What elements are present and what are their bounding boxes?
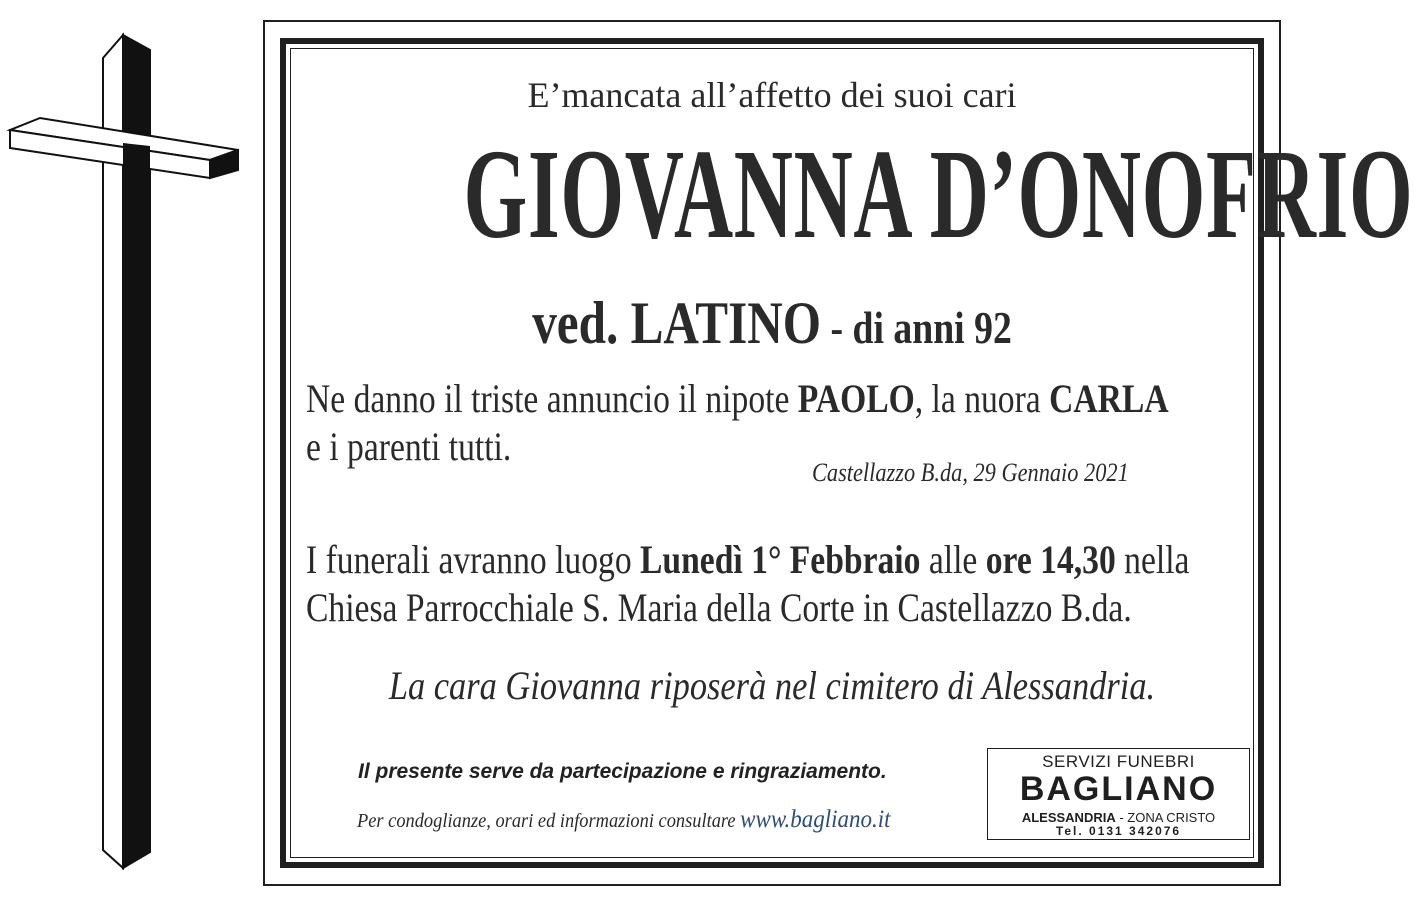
service-city: ALESSANDRIA: [1021, 810, 1116, 825]
funeral-text-c: nella: [1115, 537, 1190, 582]
service-zone: - ZONA CRISTO: [1115, 810, 1216, 825]
funeral-time: ore 14,30: [985, 537, 1116, 582]
service-phone: Tel. 0131 342076: [1055, 824, 1182, 838]
service-location: [988, 810, 1249, 825]
notice-name-1: PAOLO: [797, 376, 915, 421]
service-brand: BAGLIANO: [1019, 770, 1218, 808]
notice-name-2: CARLA: [1049, 376, 1169, 421]
deceased-name: GIOVANNA D’ONOFRIO: [463, 123, 1413, 265]
condolences-text: Per condoglianze, orari ed informazioni consultare: [357, 810, 741, 832]
notice-text-a: Ne danno il triste annuncio il nipote: [306, 376, 798, 421]
funeral-line-1: [306, 536, 1189, 584]
website-link[interactable]: www.bagliano.it: [740, 806, 891, 833]
notice-line-1: [306, 375, 1169, 423]
cross-icon: [0, 0, 260, 907]
funeral-text-b: alle: [920, 537, 986, 582]
notice-text-b: , la nuora: [914, 376, 1050, 421]
funeral-day: Lunedì 1° Febbraio: [640, 537, 921, 582]
place-date: Castellazzo B.da, 29 Gennaio 2021: [812, 458, 1129, 487]
participation-note: Il presente serve da partecipazione e ringraziamento.: [358, 760, 887, 783]
subtitle-separator: -: [821, 302, 853, 353]
service-label: SERVIZI FUNEBRI: [1042, 752, 1195, 771]
funeral-service-badge: [987, 748, 1250, 840]
funeral-text-a: I funerali avranno luogo: [306, 537, 641, 582]
resting-place: La cara Giovanna riposerà nel cimitero di Alessandria.: [388, 663, 1156, 708]
subtitle-line: [377, 290, 1167, 372]
funeral-line-2: Chiesa Parrocchiale S. Maria della Corte in Castellazzo B.da.: [306, 585, 1132, 630]
notice-line-2: e i parenti tutti.: [306, 424, 512, 469]
widow-of: ved. LATINO: [532, 290, 822, 356]
age: di anni 92: [852, 302, 1012, 353]
condolences-line: [357, 806, 891, 834]
intro-line: E’mancata all’affetto dei suoi cari: [527, 75, 1017, 115]
